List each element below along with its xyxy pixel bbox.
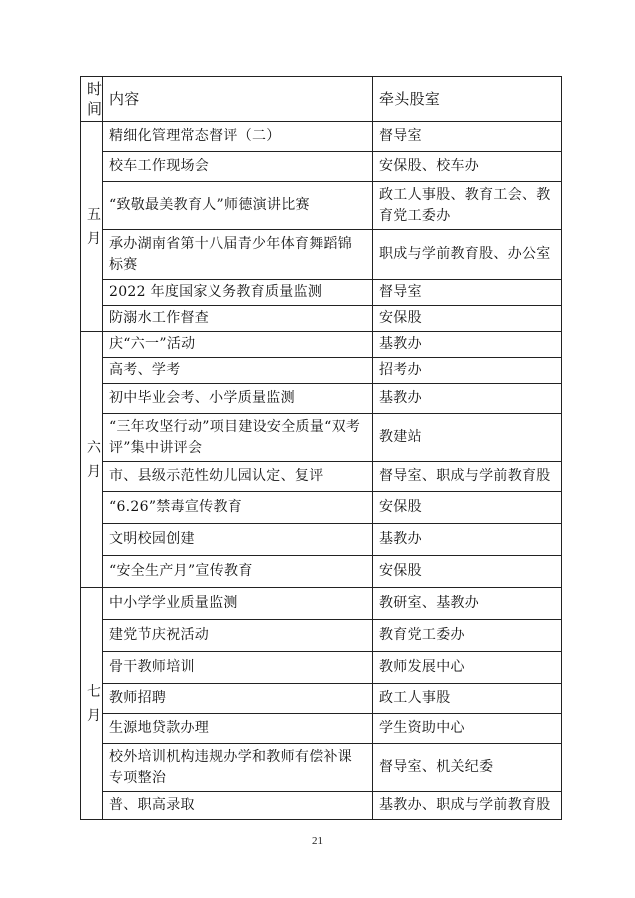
row-content: 庆“六一”活动 [103, 332, 373, 358]
row-content: 精细化管理常态督评（二） [103, 122, 373, 152]
header-content: 内容 [103, 77, 373, 122]
row-content: “致敬最美教育人”师德演讲比赛 [103, 182, 373, 230]
row-dept: 教建站 [373, 414, 562, 462]
header-time: 时间 [81, 77, 103, 122]
table-row [81, 358, 562, 384]
row-content: 校外培训机构违规办学和教师有偿补课专项整治 [103, 744, 373, 792]
row-dept: 督导室、机关纪委 [373, 744, 562, 792]
row-dept: 政工人事股 [373, 684, 562, 714]
table-row [81, 332, 562, 358]
table-row [81, 492, 562, 524]
row-dept: 学生资助中心 [373, 714, 562, 744]
table-row [81, 620, 562, 652]
table-row [81, 588, 562, 620]
month-july: 七月 [81, 588, 103, 820]
row-dept: 安保股 [373, 492, 562, 524]
month-june: 六月 [81, 332, 103, 588]
row-content: “安全生产月”宣传教育 [103, 556, 373, 588]
row-dept: 基教办 [373, 384, 562, 414]
row-content: 教师招聘 [103, 684, 373, 714]
table-row [81, 152, 562, 182]
month-may: 五月 [81, 122, 103, 332]
table-row [81, 384, 562, 414]
page-number: 21 [312, 835, 323, 847]
table-row [81, 556, 562, 588]
table-row [81, 182, 562, 230]
row-content: 市、县级示范性幼儿园认定、复评 [103, 462, 373, 492]
row-dept: 基教办 [373, 524, 562, 556]
row-content: 2022 年度国家义务教育质量监测 [103, 280, 373, 306]
row-dept: 教研室、基教办 [373, 588, 562, 620]
row-dept: 安保股、校车办 [373, 152, 562, 182]
table-row [81, 414, 562, 462]
row-dept: 职成与学前教育股、办公室 [373, 230, 562, 280]
row-content: 防溺水工作督查 [103, 306, 373, 332]
table-row [81, 306, 562, 332]
row-dept: 督导室 [373, 122, 562, 152]
row-dept: 安保股 [373, 306, 562, 332]
row-dept: 安保股 [373, 556, 562, 588]
row-content: 文明校园创建 [103, 524, 373, 556]
row-content: 高考、学考 [103, 358, 373, 384]
table-row [81, 714, 562, 744]
row-content: 校车工作现场会 [103, 152, 373, 182]
row-content: 承办湖南省第十八届青少年体育舞蹈锦标赛 [103, 230, 373, 280]
row-content: 骨干教师培训 [103, 652, 373, 684]
table-row [81, 792, 562, 820]
row-dept: 教育党工委办 [373, 620, 562, 652]
table-row [81, 122, 562, 152]
row-dept: 督导室、职成与学前教育股 [373, 462, 562, 492]
table-row [81, 744, 562, 792]
row-dept: 政工人事股、教育工会、教育党工委办 [373, 182, 562, 230]
row-content: 初中毕业会考、小学质量监测 [103, 384, 373, 414]
table-row [81, 684, 562, 714]
row-content: 普、职高录取 [103, 792, 373, 820]
row-dept: 督导室 [373, 280, 562, 306]
table-row [81, 230, 562, 280]
table-row [81, 524, 562, 556]
table-row [81, 652, 562, 684]
row-dept: 基教办 [373, 332, 562, 358]
work-plan-table [80, 76, 562, 820]
row-content: “三年攻坚行动”项目建设安全质量“双考评”集中讲评会 [103, 414, 373, 462]
header-dept: 牵头股室 [373, 77, 562, 122]
row-dept: 基教办、职成与学前教育股 [373, 792, 562, 820]
row-content: 中小学学业质量监测 [103, 588, 373, 620]
row-content: 生源地贷款办理 [103, 714, 373, 744]
table-row [81, 462, 562, 492]
row-content: 建党节庆祝活动 [103, 620, 373, 652]
row-content: “6.26”禁毒宣传教育 [103, 492, 373, 524]
row-dept: 教师发展中心 [373, 652, 562, 684]
row-dept: 招考办 [373, 358, 562, 384]
table-header-row [81, 77, 562, 122]
table-row [81, 280, 562, 306]
